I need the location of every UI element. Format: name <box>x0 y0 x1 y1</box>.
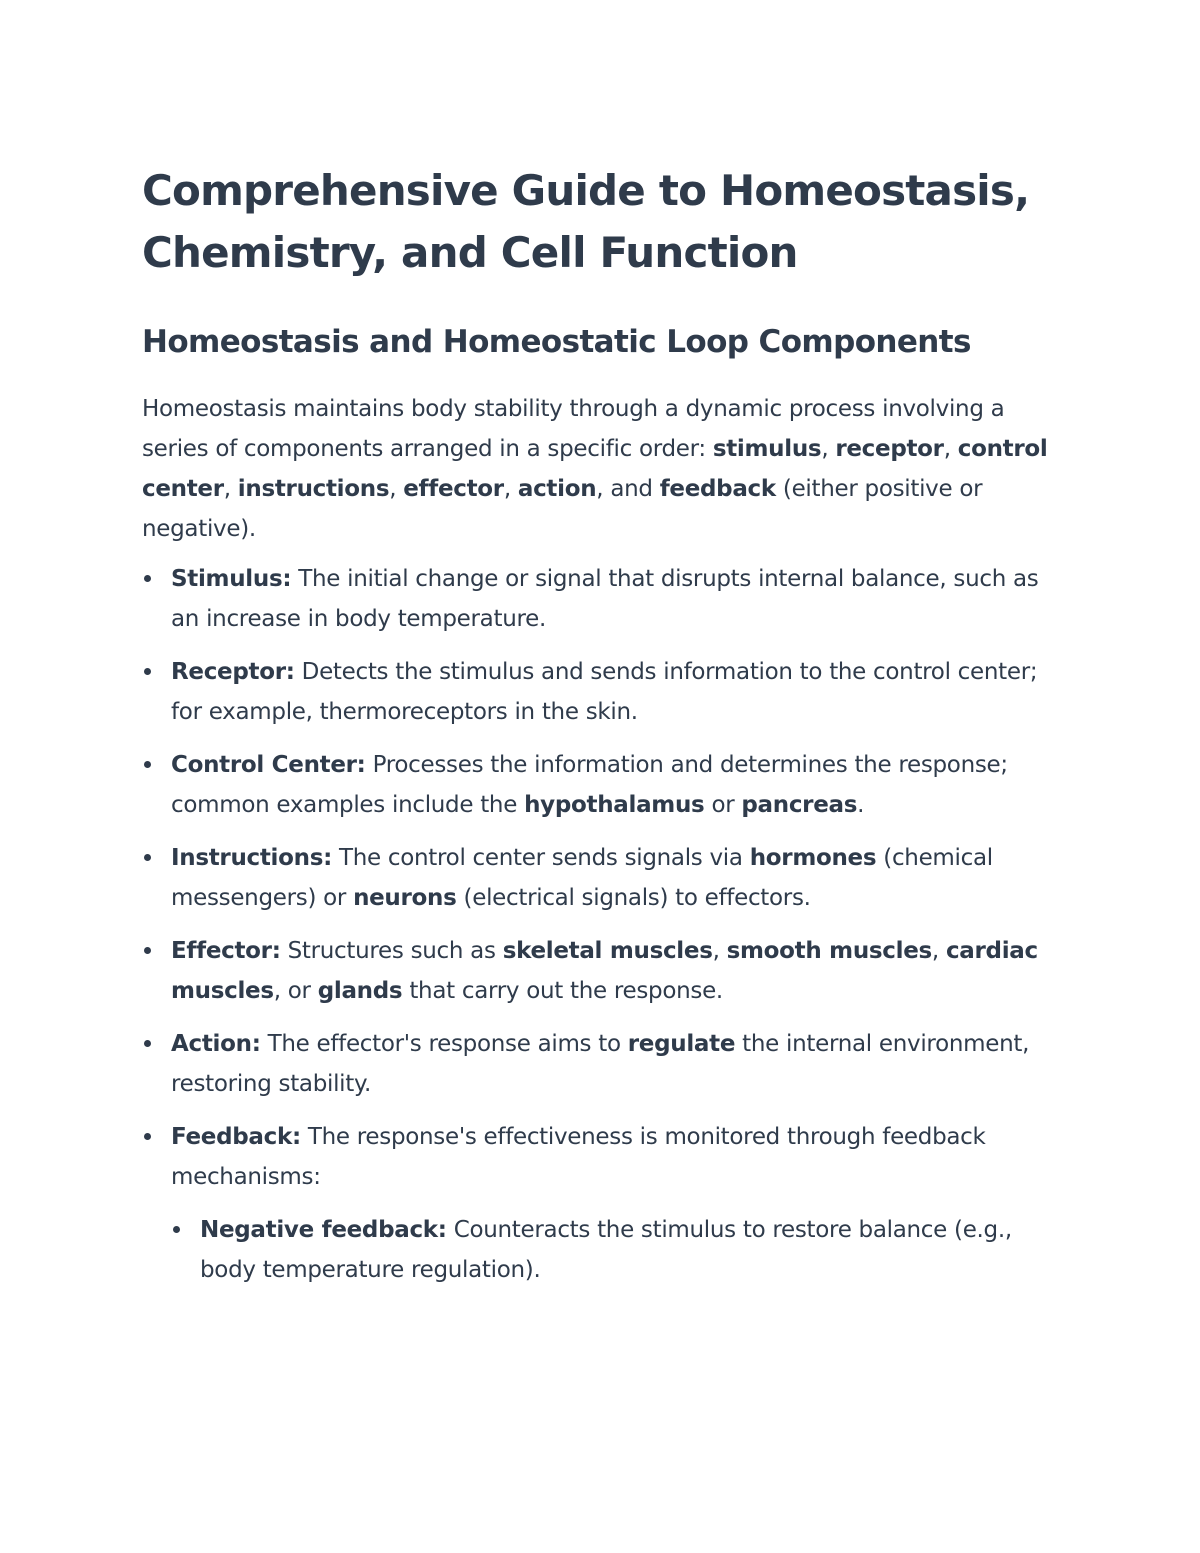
item-term: Stimulus: <box>171 566 292 592</box>
item-term: Action: <box>171 1031 261 1057</box>
intro-text: , <box>821 436 836 462</box>
bullet-icon <box>144 668 151 675</box>
item-text: The initial change or signal that disrupts internal balance, such as an increase in body temperature. <box>171 566 1039 632</box>
intro-bold-term: receptor <box>835 436 944 462</box>
item-text: , <box>931 938 946 964</box>
item-bold-term: glands <box>317 978 403 1004</box>
item-text: Detects the stimulus and sends information to the control center; for example, thermoreceptors in the skin. <box>171 659 1038 725</box>
intro-bold-term: stimulus <box>712 436 822 462</box>
item-text: . <box>857 792 865 818</box>
intro-bold-term: control center <box>142 436 1048 502</box>
intro-text: (either positive or negative). <box>142 476 983 542</box>
item-text: the internal environment, restoring stability. <box>171 1031 1030 1097</box>
component-list <box>142 559 1072 1290</box>
section-heading: Homeostasis and Homeostatic Loop Components <box>142 324 971 360</box>
item-bold-term: smooth muscles <box>726 938 932 964</box>
item-term: Effector: <box>171 938 281 964</box>
item-text: Processes the information and determines the response; common examples include the <box>171 752 1008 818</box>
list-item-feedback <box>142 1117 1072 1290</box>
intro-bold-term: feedback <box>659 476 776 502</box>
item-bold-term: pancreas <box>741 792 858 818</box>
list-item-action <box>142 1024 1072 1104</box>
item-text: The effector's response aims to <box>260 1031 628 1057</box>
item-term: Receptor: <box>171 659 295 685</box>
item-text: Structures such as <box>280 938 503 964</box>
bullet-icon <box>144 1133 151 1140</box>
feedback-sublist <box>171 1210 1072 1290</box>
intro-text: , <box>223 476 238 502</box>
item-text: , or <box>273 978 318 1004</box>
page-title: Comprehensive Guide to Homeostasis, Chemistry, and Cell Function <box>142 166 1030 277</box>
item-term: Feedback: <box>171 1124 301 1150</box>
intro-paragraph <box>142 389 1072 549</box>
item-term: Control Center: <box>171 752 366 778</box>
intro-text: , <box>943 436 958 462</box>
item-bold-term: hypothalamus <box>524 792 705 818</box>
item-text: or <box>704 792 742 818</box>
list-item-effector <box>142 931 1072 1011</box>
intro-text: , <box>389 476 404 502</box>
item-text: , <box>712 938 727 964</box>
item-text: The response's effectiveness is monitored through feedback mechanisms: <box>171 1124 986 1190</box>
bullet-icon <box>144 1040 151 1047</box>
intro-text: , and <box>596 476 660 502</box>
item-term: Negative feedback: <box>200 1217 447 1243</box>
item-text: (chemical messengers) or <box>171 845 993 911</box>
list-item-control-center <box>142 745 1072 825</box>
bullet-icon <box>144 761 151 768</box>
intro-text: , <box>503 476 518 502</box>
item-bold-term: cardiac muscles <box>171 938 1038 1004</box>
list-item-negative-feedback <box>171 1210 1072 1290</box>
bullet-icon <box>144 575 151 582</box>
bullet-icon <box>144 947 151 954</box>
item-bold-term: hormones <box>749 845 877 871</box>
item-bold-term: skeletal muscles <box>502 938 713 964</box>
list-item-stimulus <box>142 559 1072 639</box>
list-item-receptor <box>142 652 1072 732</box>
item-text: (electrical signals) to effectors. <box>456 885 811 911</box>
document-page <box>142 160 1072 1303</box>
intro-bold-term: instructions <box>237 476 390 502</box>
item-text: that carry out the response. <box>402 978 723 1004</box>
item-bold-term: neurons <box>353 885 457 911</box>
item-bold-term: regulate <box>627 1031 736 1057</box>
item-text: Counteracts the stimulus to restore balance (e.g., body temperature regulation). <box>200 1217 1012 1283</box>
intro-bold-term: action <box>517 476 597 502</box>
bullet-icon <box>144 854 151 861</box>
item-text: The control center sends signals via <box>332 845 750 871</box>
bullet-icon <box>173 1226 180 1233</box>
item-term: Instructions: <box>171 845 333 871</box>
intro-text: Homeostasis maintains body stability through a dynamic process involving a series of components arranged in a specific order: <box>142 396 1005 462</box>
list-item-instructions <box>142 838 1072 918</box>
intro-bold-term: effector <box>403 476 504 502</box>
